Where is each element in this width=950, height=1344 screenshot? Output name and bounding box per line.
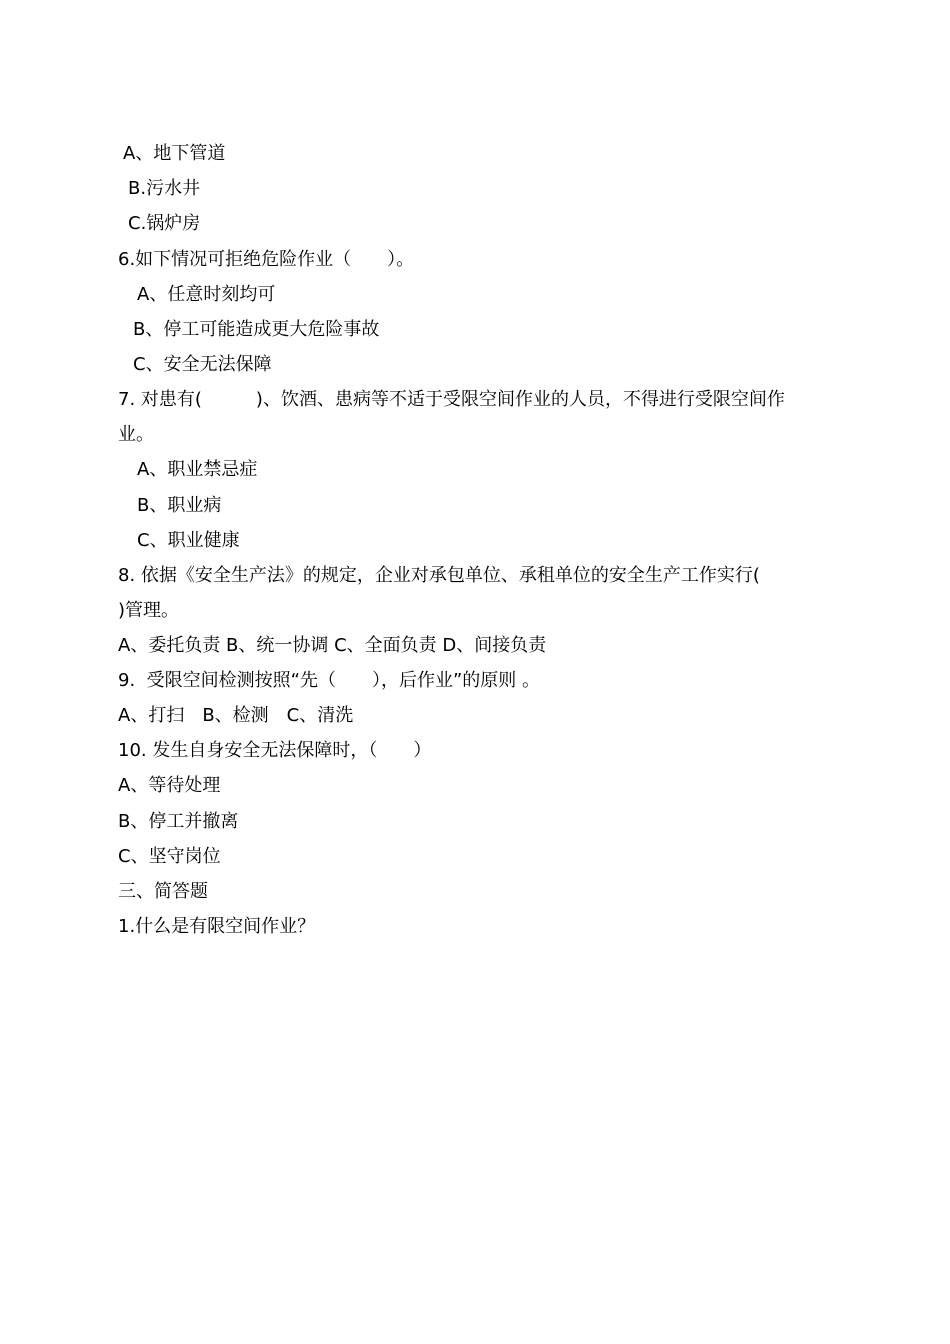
question-7-line-2: 业。 (118, 424, 154, 445)
q8-options: A、委托负责 B、统一协调 C、全面负责 D、间接负责 (118, 635, 547, 656)
question-8-line-2: )管理。 (118, 600, 180, 621)
q5-option-b: B.污水井 (128, 178, 201, 199)
q7-option-a: A、职业禁忌症 (137, 459, 258, 480)
q5-option-a: A、地下管道 (123, 143, 226, 164)
question-9: 9. 受限空间检测按照“先（ ），后作业”的原则 。 (118, 670, 540, 691)
q6-option-b: B、停工可能造成更大危险事故 (133, 319, 380, 340)
short-answer-question-1: 1.什么是有限空间作业？ (118, 916, 316, 937)
q7-option-b: B、职业病 (137, 495, 222, 516)
question-7-line-1: 7. 对患有( )、饮酒、患病等不适于受限空间作业的人员，不得进行受限空间作 (118, 389, 785, 410)
q7-option-c: C、职业健康 (137, 530, 240, 551)
question-6: 6.如下情况可拒绝危险作业（ ）。 (118, 249, 415, 270)
section-heading: 三、简答题 (118, 881, 208, 902)
q6-option-c: C、安全无法保障 (133, 354, 272, 375)
q10-option-b: B、停工并撤离 (118, 811, 239, 832)
q10-option-c: C、坚守岗位 (118, 846, 221, 867)
question-8-line-1: 8. 依据《安全生产法》的规定，企业对承包单位、承租单位的安全生产工作实行( (118, 565, 760, 586)
q6-option-a: A、任意时刻均可 (137, 284, 276, 305)
q9-options: A、打扫 B、检测 C、清洗 (118, 705, 354, 726)
question-10: 10. 发生自身安全无法保障时，（ ） (118, 740, 432, 761)
q5-option-c: C.锅炉房 (128, 213, 201, 234)
q10-option-a: A、等待处理 (118, 775, 221, 796)
